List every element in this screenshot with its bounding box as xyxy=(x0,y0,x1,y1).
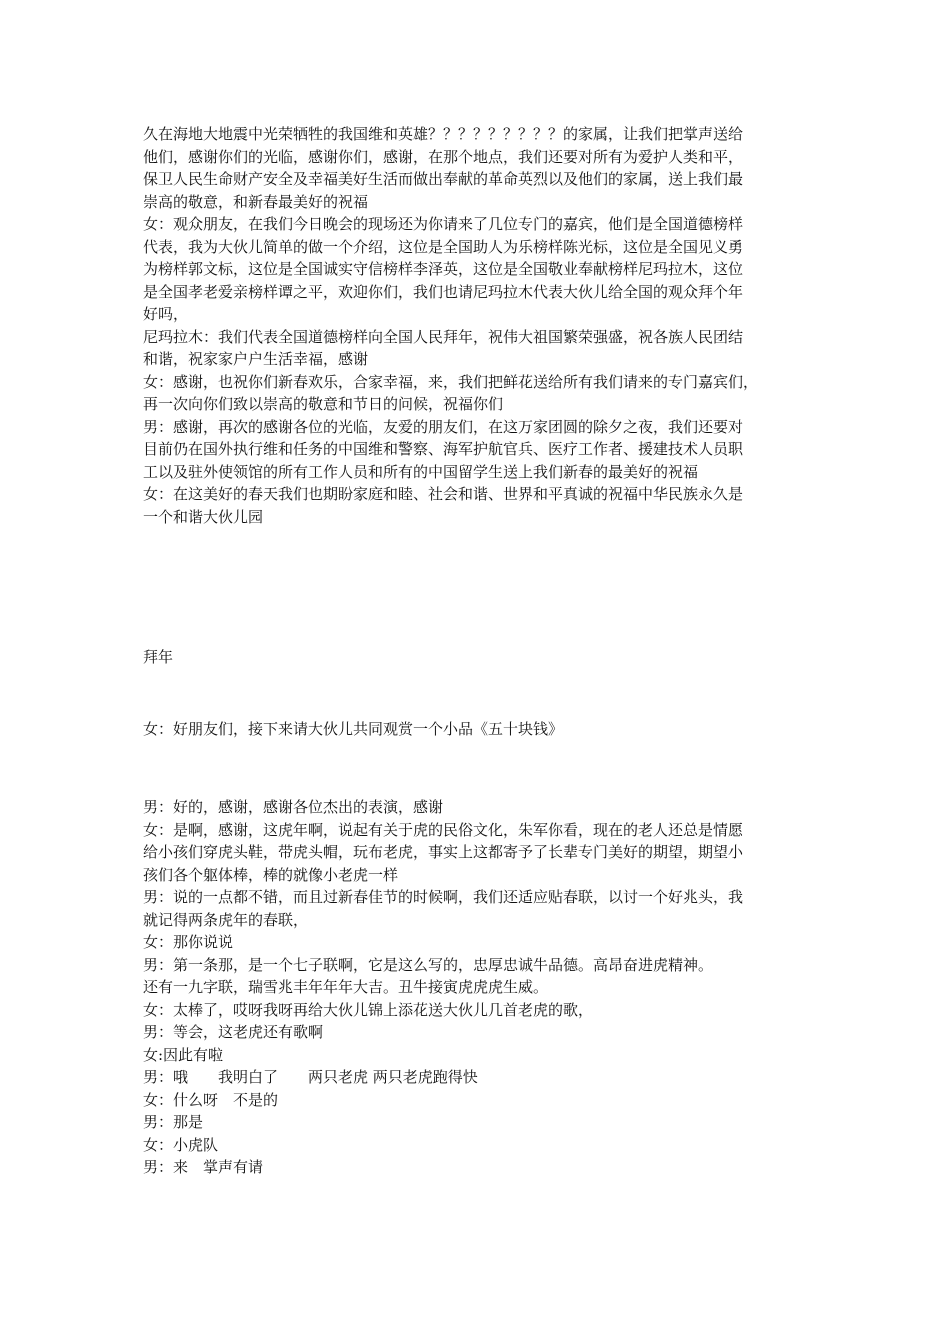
text-line: 男：等会，这老虎还有歌啊 xyxy=(143,1023,324,1041)
text-line: 孩们各个躯体棒，棒的就像小老虎一样 xyxy=(143,865,399,884)
text-line: 女：小虎队 xyxy=(143,1135,219,1154)
text-line: 一个和谐大伙儿园 xyxy=(143,507,264,526)
text-line: 就记得两条虎年的春联， xyxy=(143,910,309,929)
text-line: 男：第一条那，是一个七子联啊，它是这么写的，忠厚忠诚牛品德。高昂奋进虎精神。 xyxy=(143,955,714,974)
text-line: 还有一九字联，瑞雪兆丰年年年大吉。丑牛接寅虎虎虎生威。 xyxy=(143,978,549,996)
text-line: 男：感谢，再次的感谢各位的光临，友爱的朋友们，在这万家团圆的除夕之夜，我们还要对 xyxy=(143,417,744,436)
text-line: 女：那你说说 xyxy=(143,933,234,951)
text-line: 给小孩们穿虎头鞋，带虎头帽，玩布老虎，事实上这都寄予了长辈专门美好的期望，期望小 xyxy=(143,843,744,861)
text-line: 崇高的敬意，和新春最美好的祝福 xyxy=(143,192,369,211)
text-line: 女：在这美好的春天我们也期盼家庭和睦、社会和谐、世界和平真诚的祝福中华民族永久是 xyxy=(143,485,744,503)
text-line: 男：那是 xyxy=(143,1113,204,1131)
text-line: 是全国孝老爱亲榜样谭之平，欢迎你们，我们也请尼玛拉木代表大伙儿给全国的观众拜个年 xyxy=(143,282,744,301)
text-line: 保卫人民生命财产安全及幸福美好生活而做出奉献的革命英烈以及他们的家属，送上我们最 xyxy=(143,170,744,188)
text-block-dialogue xyxy=(143,796,823,1179)
text-line: 女：是啊，感谢，这虎年啊，说起有关于虎的民俗文化，朱军你看，现在的老人还总是情愿 xyxy=(143,820,744,839)
section-heading-bainian xyxy=(143,646,823,669)
text-line: 女：太棒了，哎呀我呀再给大伙儿锦上添花送大伙儿几首老虎的歌， xyxy=(143,1000,594,1019)
text-line: 男：来 掌声有请 xyxy=(143,1158,264,1176)
text-line: 代表，我为大伙儿简单的做一个介绍，这位是全国助人为乐榜样陈光标，这位是全国见义勇 xyxy=(143,237,744,256)
text-line: 男：说的一点都不错，而且过新春佳节的时候啊，我们还适应贴春联，以讨一个好兆头，我 xyxy=(143,888,744,906)
text-line: 尼玛拉木：我们代表全国道德榜样向全国人民拜年，祝伟大祖国繁荣强盛，祝各族人民团结 xyxy=(143,327,744,346)
text-block-intro-skit xyxy=(143,718,823,741)
text-line: 女:因此有啦 xyxy=(143,1045,224,1064)
text-line: 男：哦 我明白了 两只老虎 两只老虎跑得快 xyxy=(143,1068,478,1086)
text-line: 为榜样郭文标，这位是全国诚实守信榜样李泽英，这位是全国敬业奉献榜样尼玛拉木，这位 xyxy=(143,260,744,278)
text-line: 好吗， xyxy=(143,305,189,323)
text-line: 女：什么呀 不是的 xyxy=(143,1090,279,1109)
text-line: 他们，感谢你们的光临，感谢你们，感谢，在那个地点，我们还要对所有为爱护人类和平， xyxy=(143,147,744,166)
text-line: 再一次向你们致以崇高的敬意和节日的问候，祝福你们 xyxy=(143,395,504,413)
text-line: 女：感谢，也祝你们新春欢乐，合家幸福，来，我们把鲜花送给所有我们请来的专门嘉宾们， xyxy=(143,372,759,391)
text-line: 和谐，祝家家户户生活幸福，感谢 xyxy=(143,350,369,368)
text-line: 工以及驻外使领馆的所有工作人员和所有的中国留学生送上我们新春的最美好的祝福 xyxy=(143,462,699,481)
text-line: 目前仍在国外执行维和任务的中国维和警察、海军护航官兵、医疗工作者、援建技术人员职 xyxy=(143,440,744,458)
text-line: 女：观众朋友，在我们今日晚会的现场还为你请来了几位专门的嘉宾，他们是全国道德榜样 xyxy=(143,215,744,233)
text-line: 拜年 xyxy=(143,648,174,666)
text-block-1 xyxy=(143,123,823,528)
text-line: 久在海地大地震中光荣牺牲的我国维和英雄？？？？？？？？？的家属，让我们把掌声送给 xyxy=(143,125,744,143)
text-line: 女：好朋友们，接下来请大伙儿共同观赏一个小品《五十块钱》 xyxy=(143,720,564,738)
text-line: 男：好的，感谢，感谢各位杰出的表演，感谢 xyxy=(143,798,444,816)
